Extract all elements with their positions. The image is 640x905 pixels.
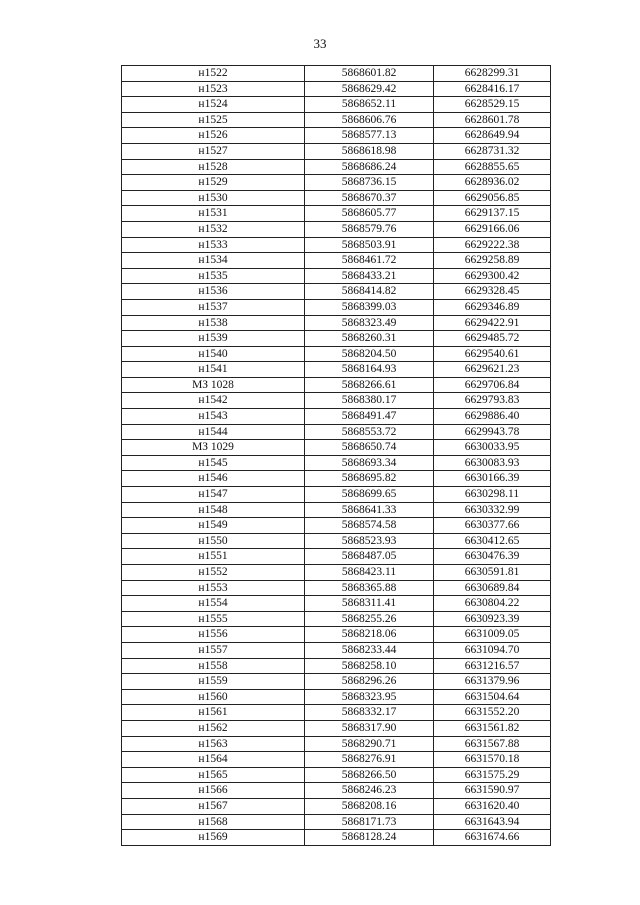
point-name-cell: н1545 bbox=[122, 455, 305, 471]
y-coordinate-cell: 6629422.91 bbox=[434, 315, 551, 331]
y-coordinate-cell: 6628416.17 bbox=[434, 81, 551, 97]
x-coordinate-cell: 5868164.93 bbox=[305, 362, 434, 378]
y-coordinate-cell: 6629222.38 bbox=[434, 237, 551, 253]
table-row bbox=[122, 767, 551, 783]
y-coordinate-cell: 6630377.66 bbox=[434, 518, 551, 534]
point-name-cell: н1556 bbox=[122, 627, 305, 643]
table-row bbox=[122, 565, 551, 581]
x-coordinate-cell: 5868290.71 bbox=[305, 736, 434, 752]
y-coordinate-cell: 6631561.82 bbox=[434, 720, 551, 736]
point-name-cell: н1568 bbox=[122, 814, 305, 830]
y-coordinate-cell: 6630166.39 bbox=[434, 471, 551, 487]
x-coordinate-cell: 5868246.23 bbox=[305, 783, 434, 799]
x-coordinate-cell: 5868605.77 bbox=[305, 206, 434, 222]
point-name-cell: н1553 bbox=[122, 580, 305, 596]
table-row bbox=[122, 611, 551, 627]
x-coordinate-cell: 5868414.82 bbox=[305, 284, 434, 300]
table-row bbox=[122, 658, 551, 674]
x-coordinate-cell: 5868629.42 bbox=[305, 81, 434, 97]
table-row bbox=[122, 814, 551, 830]
x-coordinate-cell: 5868618.98 bbox=[305, 143, 434, 159]
x-coordinate-cell: 5868433.21 bbox=[305, 268, 434, 284]
table-row bbox=[122, 736, 551, 752]
table-row bbox=[122, 190, 551, 206]
point-name-cell: н1535 bbox=[122, 268, 305, 284]
x-coordinate-cell: 5868317.90 bbox=[305, 720, 434, 736]
page-number: 33 bbox=[313, 36, 327, 51]
x-coordinate-cell: 5868380.17 bbox=[305, 393, 434, 409]
table-row bbox=[122, 159, 551, 175]
y-coordinate-cell: 6628855.65 bbox=[434, 159, 551, 175]
table-row bbox=[122, 674, 551, 690]
y-coordinate-cell: 6628601.78 bbox=[434, 112, 551, 128]
y-coordinate-cell: 6630476.39 bbox=[434, 549, 551, 565]
point-name-cell: н1533 bbox=[122, 237, 305, 253]
point-name-cell: МЗ 1028 bbox=[122, 377, 305, 393]
x-coordinate-cell: 5868208.16 bbox=[305, 798, 434, 814]
coordinates-table-body bbox=[122, 66, 551, 846]
x-coordinate-cell: 5868686.24 bbox=[305, 159, 434, 175]
point-name-cell: н1542 bbox=[122, 393, 305, 409]
point-name-cell: н1522 bbox=[122, 66, 305, 82]
point-name-cell: н1558 bbox=[122, 658, 305, 674]
point-name-cell: н1551 bbox=[122, 549, 305, 565]
point-name-cell: н1566 bbox=[122, 783, 305, 799]
table-row bbox=[122, 642, 551, 658]
point-name-cell: н1559 bbox=[122, 674, 305, 690]
table-row bbox=[122, 487, 551, 503]
table-row bbox=[122, 143, 551, 159]
y-coordinate-cell: 6631379.96 bbox=[434, 674, 551, 690]
y-coordinate-cell: 6631504.64 bbox=[434, 689, 551, 705]
point-name-cell: н1534 bbox=[122, 253, 305, 269]
point-name-cell: н1569 bbox=[122, 830, 305, 846]
table-row bbox=[122, 237, 551, 253]
point-name-cell: н1524 bbox=[122, 97, 305, 113]
y-coordinate-cell: 6628649.94 bbox=[434, 128, 551, 144]
point-name-cell: н1527 bbox=[122, 143, 305, 159]
point-name-cell: н1557 bbox=[122, 642, 305, 658]
table-row bbox=[122, 596, 551, 612]
point-name-cell: н1530 bbox=[122, 190, 305, 206]
table-row bbox=[122, 533, 551, 549]
point-name-cell: н1543 bbox=[122, 409, 305, 425]
x-coordinate-cell: 5868365.88 bbox=[305, 580, 434, 596]
point-name-cell: МЗ 1029 bbox=[122, 440, 305, 456]
x-coordinate-cell: 5868693.34 bbox=[305, 455, 434, 471]
table-row bbox=[122, 424, 551, 440]
y-coordinate-cell: 6628731.32 bbox=[434, 143, 551, 159]
x-coordinate-cell: 5868323.95 bbox=[305, 689, 434, 705]
x-coordinate-cell: 5868218.06 bbox=[305, 627, 434, 643]
y-coordinate-cell: 6631009.05 bbox=[434, 627, 551, 643]
table-row bbox=[122, 409, 551, 425]
y-coordinate-cell: 6631620.40 bbox=[434, 798, 551, 814]
table-row bbox=[122, 175, 551, 191]
point-name-cell: н1562 bbox=[122, 720, 305, 736]
x-coordinate-cell: 5868399.03 bbox=[305, 299, 434, 315]
y-coordinate-cell: 6628529.15 bbox=[434, 97, 551, 113]
table-row bbox=[122, 97, 551, 113]
table-row bbox=[122, 502, 551, 518]
y-coordinate-cell: 6631674.66 bbox=[434, 830, 551, 846]
point-name-cell: н1536 bbox=[122, 284, 305, 300]
point-name-cell: н1525 bbox=[122, 112, 305, 128]
table-row bbox=[122, 128, 551, 144]
point-name-cell: н1563 bbox=[122, 736, 305, 752]
x-coordinate-cell: 5868204.50 bbox=[305, 346, 434, 362]
y-coordinate-cell: 6629706.84 bbox=[434, 377, 551, 393]
x-coordinate-cell: 5868461.72 bbox=[305, 253, 434, 269]
table-row bbox=[122, 627, 551, 643]
table-row bbox=[122, 471, 551, 487]
y-coordinate-cell: 6630804.22 bbox=[434, 596, 551, 612]
point-name-cell: н1560 bbox=[122, 689, 305, 705]
x-coordinate-cell: 5868128.24 bbox=[305, 830, 434, 846]
table-row bbox=[122, 455, 551, 471]
y-coordinate-cell: 6630033.95 bbox=[434, 440, 551, 456]
point-name-cell: н1547 bbox=[122, 487, 305, 503]
table-row bbox=[122, 393, 551, 409]
table-row bbox=[122, 798, 551, 814]
y-coordinate-cell: 6629056.85 bbox=[434, 190, 551, 206]
point-name-cell: н1552 bbox=[122, 565, 305, 581]
x-coordinate-cell: 5868579.76 bbox=[305, 221, 434, 237]
point-name-cell: н1548 bbox=[122, 502, 305, 518]
point-name-cell: н1550 bbox=[122, 533, 305, 549]
y-coordinate-cell: 6630298.11 bbox=[434, 487, 551, 503]
x-coordinate-cell: 5868171.73 bbox=[305, 814, 434, 830]
x-coordinate-cell: 5868601.82 bbox=[305, 66, 434, 82]
x-coordinate-cell: 5868266.50 bbox=[305, 767, 434, 783]
y-coordinate-cell: 6631567.88 bbox=[434, 736, 551, 752]
x-coordinate-cell: 5868736.15 bbox=[305, 175, 434, 191]
y-coordinate-cell: 6630412.65 bbox=[434, 533, 551, 549]
coordinates-table bbox=[121, 65, 551, 846]
x-coordinate-cell: 5868553.72 bbox=[305, 424, 434, 440]
table-row bbox=[122, 284, 551, 300]
y-coordinate-cell: 6629166.06 bbox=[434, 221, 551, 237]
point-name-cell: н1523 bbox=[122, 81, 305, 97]
table-row bbox=[122, 705, 551, 721]
point-name-cell: н1565 bbox=[122, 767, 305, 783]
x-coordinate-cell: 5868606.76 bbox=[305, 112, 434, 128]
table-row bbox=[122, 518, 551, 534]
table-row bbox=[122, 362, 551, 378]
table-row bbox=[122, 830, 551, 846]
point-name-cell: н1526 bbox=[122, 128, 305, 144]
y-coordinate-cell: 6630923.39 bbox=[434, 611, 551, 627]
y-coordinate-cell: 6629485.72 bbox=[434, 331, 551, 347]
table-row bbox=[122, 221, 551, 237]
x-coordinate-cell: 5868255.26 bbox=[305, 611, 434, 627]
point-name-cell: н1541 bbox=[122, 362, 305, 378]
point-name-cell: н1528 bbox=[122, 159, 305, 175]
point-name-cell: н1540 bbox=[122, 346, 305, 362]
y-coordinate-cell: 6630332.99 bbox=[434, 502, 551, 518]
y-coordinate-cell: 6629621.23 bbox=[434, 362, 551, 378]
x-coordinate-cell: 5868487.05 bbox=[305, 549, 434, 565]
point-name-cell: н1567 bbox=[122, 798, 305, 814]
x-coordinate-cell: 5868491.47 bbox=[305, 409, 434, 425]
y-coordinate-cell: 6629943.78 bbox=[434, 424, 551, 440]
point-name-cell: н1531 bbox=[122, 206, 305, 222]
table-row bbox=[122, 66, 551, 82]
point-name-cell: н1544 bbox=[122, 424, 305, 440]
x-coordinate-cell: 5868311.41 bbox=[305, 596, 434, 612]
table-row bbox=[122, 268, 551, 284]
x-coordinate-cell: 5868266.61 bbox=[305, 377, 434, 393]
y-coordinate-cell: 6629328.45 bbox=[434, 284, 551, 300]
y-coordinate-cell: 6629258.89 bbox=[434, 253, 551, 269]
y-coordinate-cell: 6630591.81 bbox=[434, 565, 551, 581]
table-row bbox=[122, 331, 551, 347]
point-name-cell: н1549 bbox=[122, 518, 305, 534]
y-coordinate-cell: 6629346.89 bbox=[434, 299, 551, 315]
point-name-cell: н1529 bbox=[122, 175, 305, 191]
y-coordinate-cell: 6631570.18 bbox=[434, 752, 551, 768]
x-coordinate-cell: 5868699.65 bbox=[305, 487, 434, 503]
point-name-cell: н1554 bbox=[122, 596, 305, 612]
x-coordinate-cell: 5868641.33 bbox=[305, 502, 434, 518]
table-row bbox=[122, 346, 551, 362]
x-coordinate-cell: 5868276.91 bbox=[305, 752, 434, 768]
table-row bbox=[122, 299, 551, 315]
y-coordinate-cell: 6629137.15 bbox=[434, 206, 551, 222]
y-coordinate-cell: 6628299.31 bbox=[434, 66, 551, 82]
y-coordinate-cell: 6629300.42 bbox=[434, 268, 551, 284]
y-coordinate-cell: 6631575.29 bbox=[434, 767, 551, 783]
table-row bbox=[122, 720, 551, 736]
point-name-cell: н1546 bbox=[122, 471, 305, 487]
table-row bbox=[122, 112, 551, 128]
point-name-cell: н1555 bbox=[122, 611, 305, 627]
y-coordinate-cell: 6631552.20 bbox=[434, 705, 551, 721]
x-coordinate-cell: 5868260.31 bbox=[305, 331, 434, 347]
table-row bbox=[122, 783, 551, 799]
table-row bbox=[122, 206, 551, 222]
x-coordinate-cell: 5868233.44 bbox=[305, 642, 434, 658]
x-coordinate-cell: 5868523.93 bbox=[305, 533, 434, 549]
y-coordinate-cell: 6629540.61 bbox=[434, 346, 551, 362]
x-coordinate-cell: 5868503.91 bbox=[305, 237, 434, 253]
y-coordinate-cell: 6628936.02 bbox=[434, 175, 551, 191]
y-coordinate-cell: 6630689.84 bbox=[434, 580, 551, 596]
y-coordinate-cell: 6631590.97 bbox=[434, 783, 551, 799]
table-row bbox=[122, 315, 551, 331]
y-coordinate-cell: 6631216.57 bbox=[434, 658, 551, 674]
x-coordinate-cell: 5868650.74 bbox=[305, 440, 434, 456]
x-coordinate-cell: 5868258.10 bbox=[305, 658, 434, 674]
point-name-cell: н1564 bbox=[122, 752, 305, 768]
point-name-cell: н1537 bbox=[122, 299, 305, 315]
table-row bbox=[122, 580, 551, 596]
y-coordinate-cell: 6631643.94 bbox=[434, 814, 551, 830]
x-coordinate-cell: 5868652.11 bbox=[305, 97, 434, 113]
y-coordinate-cell: 6631094.70 bbox=[434, 642, 551, 658]
x-coordinate-cell: 5868323.49 bbox=[305, 315, 434, 331]
y-coordinate-cell: 6630083.93 bbox=[434, 455, 551, 471]
point-name-cell: н1538 bbox=[122, 315, 305, 331]
x-coordinate-cell: 5868695.82 bbox=[305, 471, 434, 487]
x-coordinate-cell: 5868296.26 bbox=[305, 674, 434, 690]
table-row bbox=[122, 440, 551, 456]
point-name-cell: н1539 bbox=[122, 331, 305, 347]
point-name-cell: н1561 bbox=[122, 705, 305, 721]
x-coordinate-cell: 5868332.17 bbox=[305, 705, 434, 721]
x-coordinate-cell: 5868670.37 bbox=[305, 190, 434, 206]
table-row bbox=[122, 752, 551, 768]
x-coordinate-cell: 5868577.13 bbox=[305, 128, 434, 144]
table-row bbox=[122, 81, 551, 97]
x-coordinate-cell: 5868574.58 bbox=[305, 518, 434, 534]
y-coordinate-cell: 6629886.40 bbox=[434, 409, 551, 425]
table-row bbox=[122, 689, 551, 705]
y-coordinate-cell: 6629793.83 bbox=[434, 393, 551, 409]
table-row bbox=[122, 253, 551, 269]
point-name-cell: н1532 bbox=[122, 221, 305, 237]
x-coordinate-cell: 5868423.11 bbox=[305, 565, 434, 581]
table-row bbox=[122, 549, 551, 565]
table-row bbox=[122, 377, 551, 393]
